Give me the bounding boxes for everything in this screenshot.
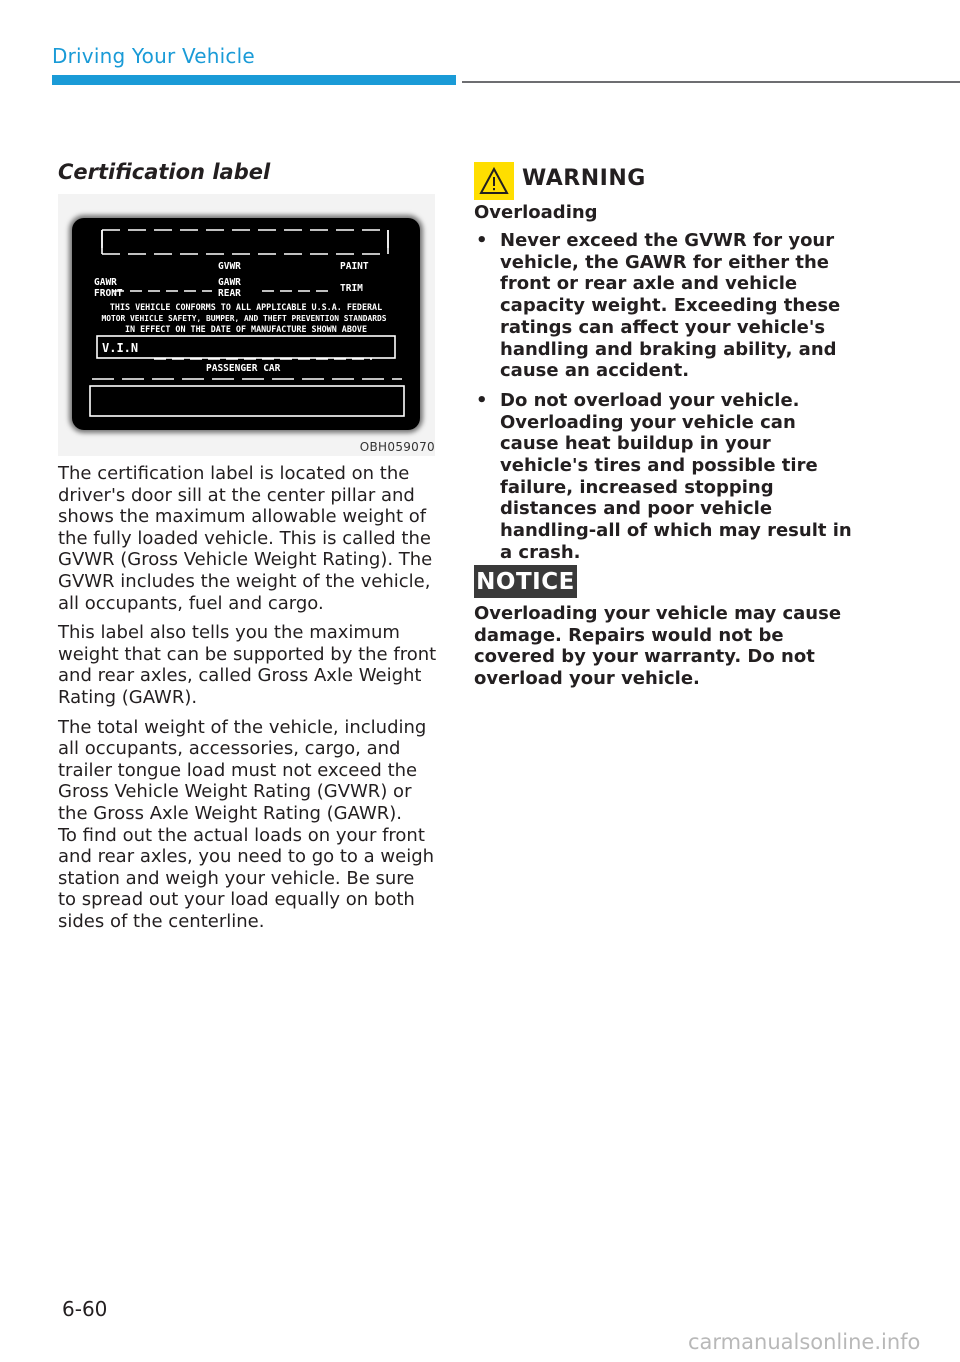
warning-list (474, 230, 860, 572)
list-item (474, 230, 860, 382)
bullet: • (476, 389, 488, 411)
label-vin: V.I.N (102, 341, 139, 355)
label-trim: TRIM (340, 283, 363, 294)
warning-item-text: Never exceed the GVWR for your vehicle, the GAWR for either the front or rear axle and vehicle capacity weight. Exceeding these ratings can affect your vehicle's handling and braking ability, and cause an accident. (500, 230, 841, 382)
section-title: Driving Your Vehicle (52, 44, 255, 68)
label-gawr-front-2: FRONT (94, 288, 123, 299)
label-line-3: IN EFFECT ON THE DATE OF MANUFACTURE SHOWN ABOVE (124, 324, 368, 334)
warning-subtitle: Overloading (474, 202, 598, 223)
figure-code: OBH059070 (359, 440, 435, 454)
paragraph: This label also tells you the maximum weight that can be supported by the front and rear axles, called Gross Axle Weight Rating (GAWR). (58, 622, 437, 708)
list-item (474, 390, 860, 564)
certification-label-illustration (72, 218, 420, 430)
label-line-2: MOTOR VEHICLE SAFETY, BUMPER, AND THEFT PREVENTION STANDARDS (101, 314, 387, 323)
label-gawr-front-1: GAWR (94, 277, 117, 288)
certification-label-card (72, 218, 420, 430)
warning-triangle-icon (474, 162, 514, 200)
label-passenger-car: PASSENGER CAR (206, 363, 281, 374)
watermark: carmanualsonline.info (688, 1330, 921, 1354)
label-gvwr: GVWR (218, 261, 241, 272)
warning-badge (474, 162, 514, 200)
certification-heading: Certification label (58, 160, 271, 184)
header-bar-rule (462, 81, 960, 83)
bullet: • (476, 230, 488, 251)
paragraph: The certification label is located on the driver's door sill at the center pillar and shows the maximum allowable weight of the fully loaded vehicle. This is called the GVWR (Gross Vehicle Weight Rating). The GVWR includes the weight of the vehicle, all occupants, fuel and cargo. (58, 463, 433, 614)
notice-badge: NOTICE (474, 565, 577, 598)
header-bar-accent (52, 75, 456, 85)
page-number: 6-60 (62, 1297, 108, 1321)
warning-item-text: Do not overload your vehicle. Overloading your vehicle can cause heat buildup in your vehicle's tires and possible tire failure, increased stopping distances and poor vehicle handling-all of which may result in a crash. (500, 389, 852, 563)
label-paint: PAINT (340, 261, 369, 272)
certification-body (58, 463, 438, 940)
paragraph: To find out the actual loads on your front and rear axles, you need to go to a weigh station and weigh your vehicle. Be sure to spread out your load equally on both sides of the centerline. (58, 824, 435, 932)
notice-text: Overloading your vehicle may cause damage. Repairs would not be covered by your warranty. Do not overload your vehicle. (474, 603, 842, 690)
paragraph: The total weight of the vehicle, including all occupants, accessories, cargo, and trailer tongue load must not exceed the Gross Vehicle Weight Rating (GVWR) or the Gross Axle Weight Rating (GAWR). (58, 716, 427, 824)
label-line-1: THIS VEHICLE CONFORMS TO ALL APPLICABLE U.S.A. FEDERAL (109, 302, 383, 312)
label-gawr-rear-2: REAR (218, 288, 241, 299)
label-gawr-rear-1: GAWR (218, 277, 241, 288)
warning-title: WARNING (522, 166, 646, 191)
